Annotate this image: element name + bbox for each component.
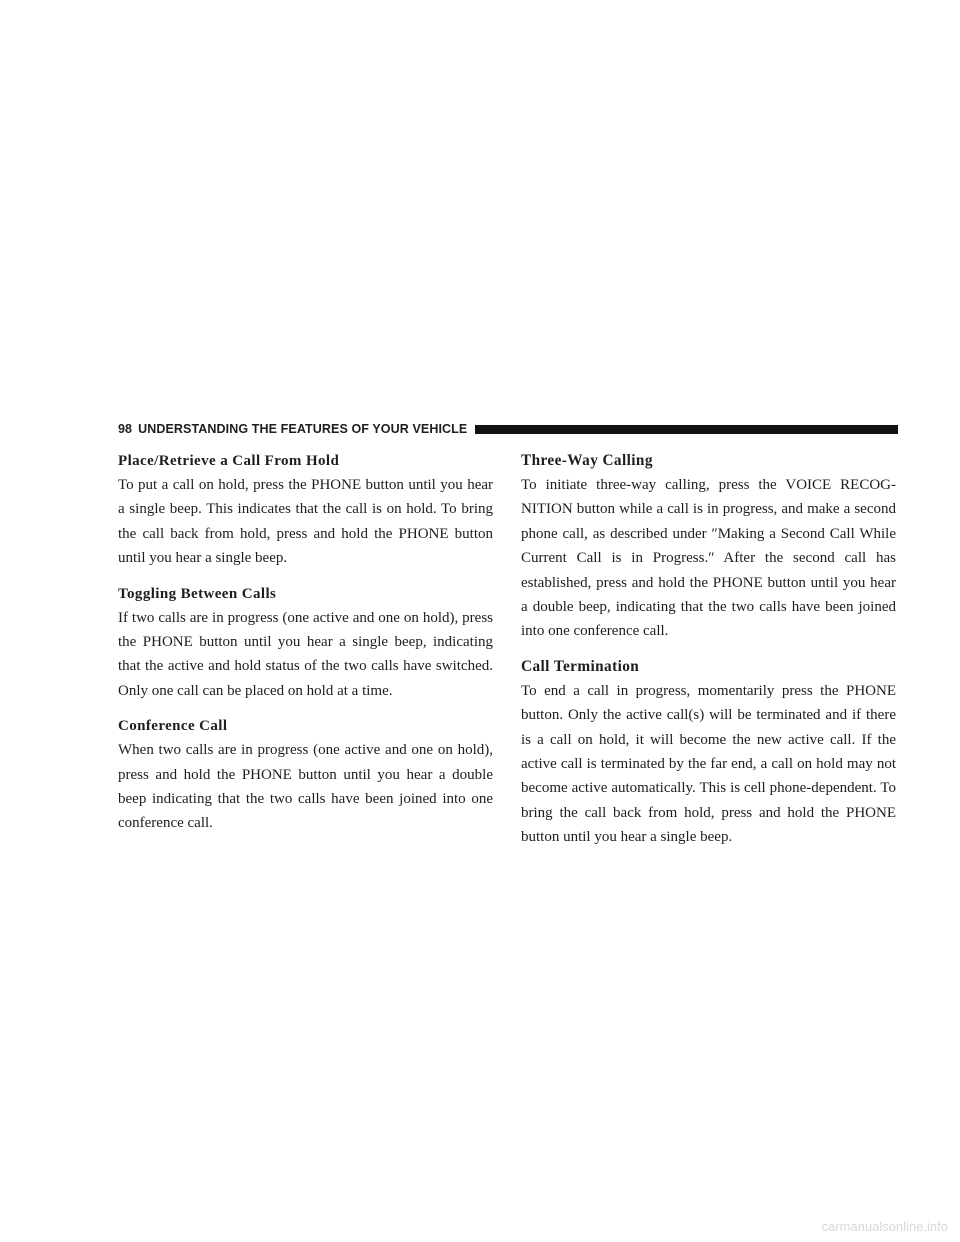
section-heading: Call Termination <box>521 657 640 675</box>
section-heading: Place/Retrieve a Call From Hold <box>118 453 340 469</box>
page-number: 98 <box>118 422 133 436</box>
section-body: To put a call on hold, press the PHONE button until you hear a single beep. This indicates that the call is on hold. To bring the call back from hold, press and hold the PHONE button until you hear a single beep. <box>118 477 493 567</box>
section-conference-call <box>118 714 493 836</box>
section-place-retrieve-call <box>118 449 493 571</box>
section-heading: Toggling Between Calls <box>118 585 277 602</box>
section-body: If two calls are in progress (one active and one on hold), press the PHONE button until you hear a single beep, indicating that the active and hold status of the two calls have switched. Only one call can be placed on hold at a time. <box>118 609 493 699</box>
right-column <box>521 449 896 861</box>
section-toggling-calls <box>118 582 493 704</box>
section-three-way-calling <box>521 449 896 644</box>
watermark: carmanualsonline.info <box>821 1219 948 1234</box>
section-body: To end a call in progress, momentarily press the PHONE button. Only the active call(s) will be terminated and if there is a call on hold, it will become the new active call. If the active call is terminated by the far end, a call on hold may not become active automatically. This is cell phone-dependent. To bring the call back from hold, press and hold the PHONE button until you hear a single beep. <box>521 682 896 846</box>
section-heading: Three-Way Calling <box>521 452 653 469</box>
section-body: When two calls are in progress (one active and one on hold), press and hold the PHONE button until you hear a double beep indicating that the two calls have been joined into one conference call. <box>118 742 493 832</box>
page-header <box>118 420 898 438</box>
section-call-termination <box>521 655 896 850</box>
left-column <box>118 449 493 847</box>
header-rule <box>475 425 898 434</box>
section-body: To initiate three-way calling, press the VOICE RECOG-NITION button while a call is in progress, and make a second phone call, as described under ″Making a Second Call While Current Call is in Progress.″ After the second call has established, press and hold the PHONE button until you hear a double beep, indicating that the two calls have been joined into one conference call. <box>521 477 896 640</box>
section-heading: Conference Call <box>118 718 228 735</box>
chapter-title: UNDERSTANDING THE FEATURES OF YOUR VEHICLE <box>138 422 468 436</box>
